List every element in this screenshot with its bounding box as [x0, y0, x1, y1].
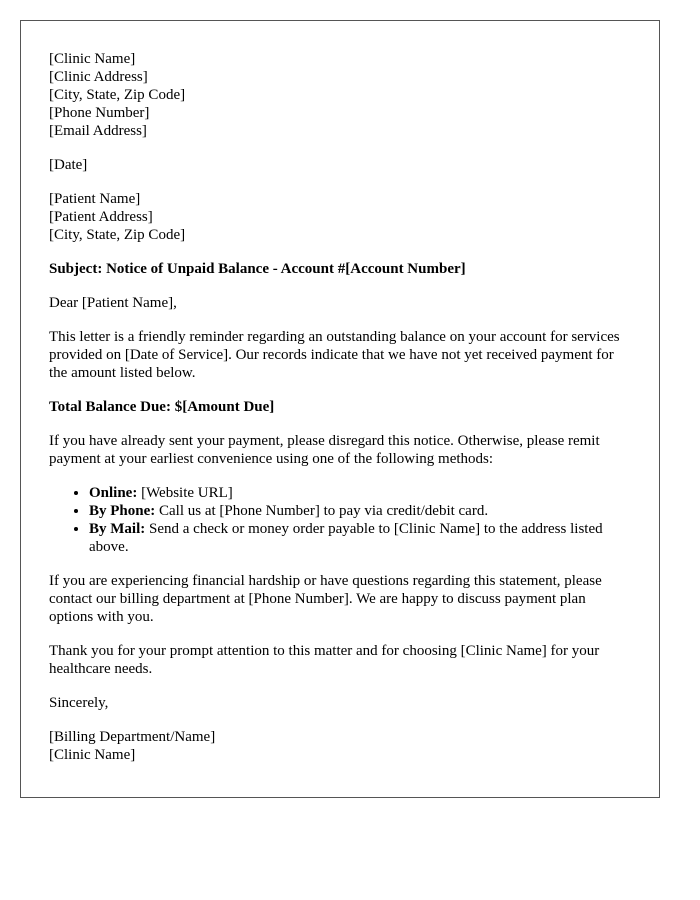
method-text: Call us at [Phone Number] to pay via credit/debit card. [155, 503, 489, 519]
method-label: Online: [89, 485, 138, 501]
method-label: By Mail: [89, 521, 146, 537]
paragraph-thanks: Thank you for your prompt attention to this matter and for choosing [Clinic Name] for your healthcare needs. [49, 643, 600, 677]
paragraph-hardship: If you are experiencing financial hardship or have questions regarding this statement, please contact our billing department at [Phone Number]. We are happy to discuss payment plan options with you. [49, 573, 602, 625]
total-balance-due: Total Balance Due: $[Amount Due] [49, 399, 275, 415]
sender-email: [Email Address] [49, 123, 147, 139]
paragraph-methods: If you have already sent your payment, please disregard this notice. Otherwise, please remit payment at your earliest convenience using one of the following methods: [49, 433, 600, 467]
payment-method-phone [89, 502, 631, 520]
method-label: By Phone: [89, 503, 156, 519]
signature-department: [Billing Department/Name] [49, 729, 216, 745]
salutation: Dear [Patient Name], [49, 295, 177, 311]
subject-line: Subject: Notice of Unpaid Balance - Account #[Account Number] [49, 261, 466, 277]
letter-date [49, 156, 631, 174]
recipient-city-state-zip: [City, State, Zip Code] [49, 227, 186, 243]
date-text: [Date] [49, 157, 88, 173]
payment-methods-list [49, 484, 631, 556]
letter-page [20, 20, 660, 798]
signature-clinic-name: [Clinic Name] [49, 747, 136, 763]
sender-clinic-address: [Clinic Address] [49, 69, 148, 85]
sender-clinic-name: [Clinic Name] [49, 51, 136, 67]
method-text: Send a check or money order payable to [Clinic Name] to the address listed above. [89, 521, 603, 555]
sender-address-block [49, 50, 631, 140]
payment-method-online [89, 484, 631, 502]
closing: Sincerely, [49, 695, 109, 711]
recipient-patient-address: [Patient Address] [49, 209, 153, 225]
sender-phone: [Phone Number] [49, 105, 150, 121]
recipient-patient-name: [Patient Name] [49, 191, 141, 207]
sender-city-state-zip: [City, State, Zip Code] [49, 87, 186, 103]
recipient-address-block [49, 190, 631, 244]
payment-method-mail [89, 520, 631, 556]
method-text: [Website URL] [137, 485, 233, 501]
signature-block [49, 728, 631, 764]
paragraph-intro: This letter is a friendly reminder regarding an outstanding balance on your account for services provided on [Date of Service]. Our records indicate that we have not yet received payment for the amount listed below. [49, 329, 620, 381]
